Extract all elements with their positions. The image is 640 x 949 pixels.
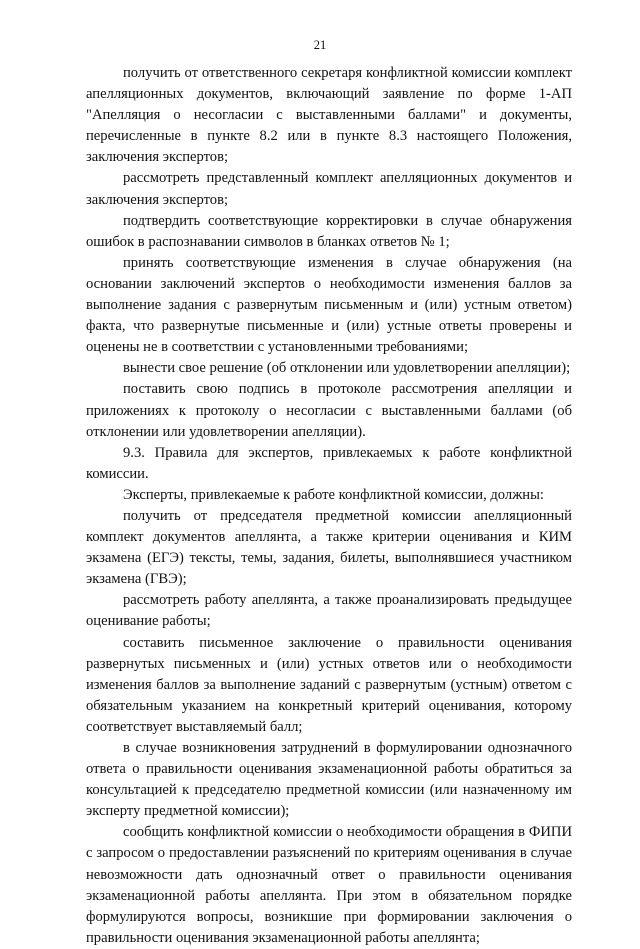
paragraph-experts-must: Эксперты, привлекаемые к работе конфликтной комиссии, должны: (123, 486, 544, 503)
paragraph-get-appeal-kit: получить от председателя предметной комиссии апелляционный комплект документов апеллянта, а также критерии оценивания и КИМ экзамена (ЕГЭ) тексты, темы, задания, билеты, выполнявшиеся участником экзамена (ГВЭ); (86, 507, 572, 588)
paragraph-signature: поставить свою подпись в протоколе рассмотрения апелляции и приложениях к протоколу о несогласии с выставленными баллами (об отклонении или удовлетворении апелляции). (86, 381, 572, 440)
paragraph-receive-documents: получить от ответственного секретаря конфликтной комиссии комплект апелляционных документов, включающий заявление по форме 1-АП "Апелляция о несогласии с выставленными баллами" и документы, перечисленные в пункте 8.2 или в пункте 8.3 настоящего Положения, заключения экспертов; (86, 65, 572, 166)
paragraph-consultation: в случае возникновения затруднений в формулировании однозначного ответа о правильности оценивания экзаменационной работы обратиться за консультацией к председателю предметной комиссии (или назначенному им эксперту предметной комиссии); (86, 740, 572, 820)
paragraph-decision: вынести свое решение (об отклонении или удовлетворении апелляции); (123, 360, 571, 377)
section-heading-9-3: 9.3. Правила для экспертов, привлекаемых к работе конфликтной комиссии. (86, 444, 572, 482)
document-body (86, 63, 572, 949)
paragraph-accept-changes: принять соответствующие изменения в случае обнаружения (на основании заключений экспертов о необходимости изменения баллов за выполнение задания с развернутым письменным и (или) устным ответом) факта, что развернутые письменные и (или) устные ответы проверены и оценены не в соответствии с установленными требованиями; (86, 254, 572, 356)
paragraph-review-work: рассмотреть работу апеллянта, а также проанализировать предыдущее оценивание работы; (86, 592, 572, 630)
paragraph-confirm-corrections: подтвердить соответствующие корректировки в случае обнаружения ошибок в распознавании символов в бланках ответов № 1; (86, 212, 572, 250)
paragraph-fipi-request: сообщить конфликтной комиссии о необходимости обращения в ФИПИ с запросом о предоставлении разъяснений по критериям оценивания в случае невозможности дать однозначный ответ о правильности оценивания экзаменационной работы апеллянта. При этом в обязательном порядке формулируются вопросы, возникшие при формировании заключения о правильности оценивания экзаменационной работы апеллянта; (86, 824, 572, 946)
paragraph-review-documents: рассмотреть представленный комплект апелляционных документов и заключения экспертов; (86, 170, 572, 208)
page-number: 21 (313, 38, 327, 52)
paragraph-written-conclusion: составить письменное заключение о правильности оценивания развернутых письменных и (или) устных ответов или о необходимости изменения баллов за выполнение заданий с развернутым (устным) ответом с обязательным указанием на конкретный критерий оценивания, которому соответствует выставляемый балл; (86, 634, 572, 735)
